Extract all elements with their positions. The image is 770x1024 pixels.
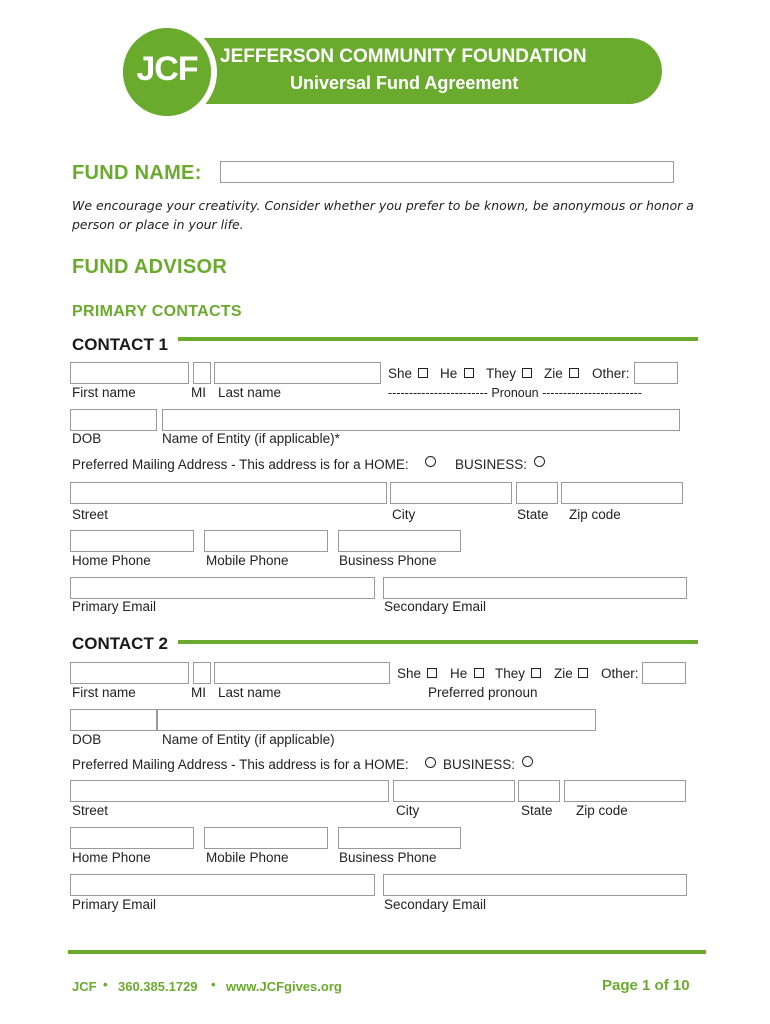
contact1-mi-label: MI <box>191 385 206 400</box>
contact1-business-radio[interactable] <box>534 456 545 467</box>
contact1-pronoun-other-label: Other: <box>592 366 630 381</box>
contact2-last-name-label: Last name <box>218 685 282 700</box>
contact2-heading: CONTACT 2 <box>72 634 169 653</box>
header-title: JEFFERSON COMMUNITY FOUNDATION <box>220 46 587 67</box>
contact2-home-phone-field[interactable] <box>70 827 194 849</box>
fund-name-note-line2: person or place in your life. <box>72 217 244 232</box>
contact2-state-field[interactable] <box>518 780 560 802</box>
contact2-city-field[interactable] <box>393 780 515 802</box>
contact1-pronoun-she-label: She <box>388 366 413 381</box>
contact1-state-label: State <box>517 507 549 522</box>
contact1-pronoun-other-field[interactable] <box>634 362 678 384</box>
contact1-divider <box>178 337 698 341</box>
contact2-mi-label: MI <box>191 685 206 700</box>
contact1-mobile-phone-field[interactable] <box>204 530 328 552</box>
contact1-dob-field[interactable] <box>70 409 157 431</box>
contact1-business-label: BUSINESS: <box>455 457 528 472</box>
contact2-secondary-email-field[interactable] <box>383 874 687 896</box>
contact1-city-label: City <box>392 507 416 522</box>
contact1-first-name-label: First name <box>72 385 136 400</box>
footer-divider <box>68 950 706 954</box>
footer-bullet-2: • <box>211 977 216 992</box>
contact1-street-field[interactable] <box>70 482 387 504</box>
contact2-mailing-text: Preferred Mailing Address - This address is for a HOME: <box>72 757 409 772</box>
contact2-first-name-field[interactable] <box>70 662 189 684</box>
contact2-pronoun-they-checkbox[interactable] <box>531 668 541 678</box>
contact1-pronoun-she-checkbox[interactable] <box>418 368 428 378</box>
contact2-mi-field[interactable] <box>193 662 211 684</box>
contact1-pronoun-zie-checkbox[interactable] <box>569 368 579 378</box>
contact1-home-phone-label: Home Phone <box>72 553 151 568</box>
contact2-entity-field[interactable] <box>157 709 596 731</box>
header-subtitle: Universal Fund Agreement <box>290 73 519 93</box>
footer-website-link[interactable]: www.JCFgives.org <box>226 979 342 994</box>
contact1-zip-field[interactable] <box>561 482 683 504</box>
contact1-pronoun-zie-label: Zie <box>544 366 563 381</box>
contact2-pronoun-he-label: He <box>450 666 468 681</box>
contact1-city-field[interactable] <box>390 482 512 504</box>
contact2-pronoun-other-field[interactable] <box>642 662 686 684</box>
contact2-pronoun-zie-checkbox[interactable] <box>578 668 588 678</box>
contact2-last-name-field[interactable] <box>214 662 390 684</box>
page-number: Page 1 of 10 <box>602 977 690 994</box>
fund-name-label: FUND NAME: <box>72 162 202 184</box>
contact1-home-phone-field[interactable] <box>70 530 194 552</box>
footer-bullet-1: • <box>103 977 108 992</box>
contact2-street-field[interactable] <box>70 780 389 802</box>
contact2-pronoun-other-label: Other: <box>601 666 639 681</box>
contact1-state-field[interactable] <box>516 482 558 504</box>
contact1-business-phone-label: Business Phone <box>339 553 437 568</box>
contact1-pronoun-label: ------------------------ Pronoun ------------------------ <box>388 386 643 400</box>
contact2-pronoun-she-checkbox[interactable] <box>427 668 437 678</box>
contact2-pronoun-he-checkbox[interactable] <box>474 668 484 678</box>
contact2-divider <box>178 640 698 644</box>
contact1-last-name-field[interactable] <box>214 362 381 384</box>
contact1-zip-label: Zip code <box>569 507 621 522</box>
contact1-heading: CONTACT 1 <box>72 335 169 354</box>
contact1-pronoun-they-checkbox[interactable] <box>522 368 532 378</box>
contact1-last-name-label: Last name <box>218 385 282 400</box>
footer-phone: 360.385.1729 <box>118 979 198 994</box>
footer-org: JCF <box>72 979 97 994</box>
contact2-home-phone-label: Home Phone <box>72 850 151 865</box>
contact1-first-name-field[interactable] <box>70 362 189 384</box>
fund-name-field[interactable] <box>220 161 674 183</box>
contact1-mailing-text: Preferred Mailing Address - This address is for a HOME: <box>72 457 409 472</box>
contact2-pronoun-label: Preferred pronoun <box>428 685 538 700</box>
contact2-primary-email-field[interactable] <box>70 874 375 896</box>
fund-name-note-line1: We encourage your creativity. Consider whether you prefer to be known, be anonymous or honor a <box>72 198 694 213</box>
contact2-home-radio[interactable] <box>425 757 436 768</box>
contact1-primary-email-field[interactable] <box>70 577 375 599</box>
contact2-primary-email-label: Primary Email <box>72 897 157 912</box>
contact1-business-phone-field[interactable] <box>338 530 461 552</box>
primary-contacts-heading: PRIMARY CONTACTS <box>72 303 242 320</box>
logo-text: JCF <box>136 50 198 88</box>
contact2-street-label: Street <box>72 803 109 818</box>
contact1-home-radio[interactable] <box>425 456 436 467</box>
contact1-secondary-email-field[interactable] <box>383 577 687 599</box>
contact2-pronoun-she-label: She <box>397 666 422 681</box>
fund-advisor-heading: FUND ADVISOR <box>72 256 228 278</box>
contact2-first-name-label: First name <box>72 685 136 700</box>
contact1-entity-field[interactable] <box>162 409 680 431</box>
contact1-pronoun-they-label: They <box>486 366 517 381</box>
contact1-street-label: Street <box>72 507 109 522</box>
contact2-city-label: City <box>396 803 420 818</box>
contact2-business-radio[interactable] <box>522 756 533 767</box>
contact2-pronoun-zie-label: Zie <box>554 666 573 681</box>
contact1-dob-label: DOB <box>72 431 102 446</box>
contact2-entity-label: Name of Entity (if applicable) <box>162 732 335 747</box>
contact1-pronoun-he-checkbox[interactable] <box>464 368 474 378</box>
contact2-state-label: State <box>521 803 553 818</box>
contact1-entity-label: Name of Entity (if applicable)* <box>162 431 340 446</box>
contact2-secondary-email-label: Secondary Email <box>384 897 487 912</box>
contact1-mi-field[interactable] <box>193 362 211 384</box>
contact2-mobile-phone-field[interactable] <box>204 827 328 849</box>
contact2-zip-field[interactable] <box>564 780 686 802</box>
contact2-dob-field[interactable] <box>70 709 157 731</box>
contact1-pronoun-he-label: He <box>440 366 458 381</box>
contact1-primary-email-label: Primary Email <box>72 599 157 614</box>
contact2-business-phone-field[interactable] <box>338 827 461 849</box>
contact2-pronoun-they-label: They <box>495 666 526 681</box>
contact2-dob-label: DOB <box>72 732 102 747</box>
contact2-business-phone-label: Business Phone <box>339 850 437 865</box>
contact1-secondary-email-label: Secondary Email <box>384 599 487 614</box>
contact2-zip-label: Zip code <box>576 803 628 818</box>
contact1-mobile-phone-label: Mobile Phone <box>206 553 289 568</box>
contact2-mobile-phone-label: Mobile Phone <box>206 850 289 865</box>
contact2-business-label: BUSINESS: <box>443 757 516 772</box>
